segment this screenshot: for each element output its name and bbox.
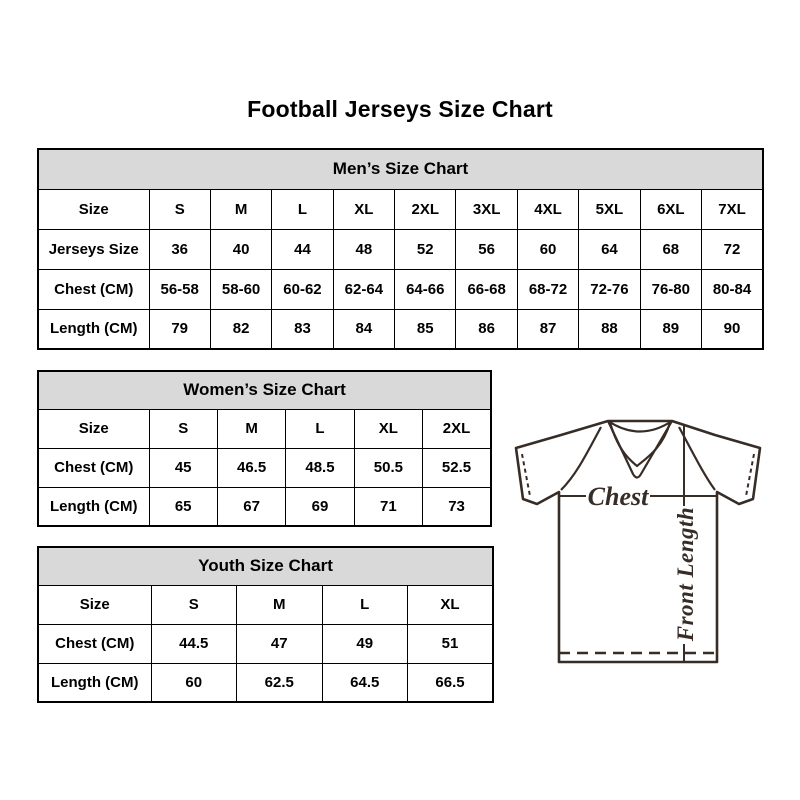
table-cell: 90: [702, 309, 763, 349]
table-cell: 40: [210, 229, 271, 269]
column-header: Size: [38, 189, 149, 229]
table-cell: 44.5: [151, 624, 237, 663]
table-cell: 86: [456, 309, 517, 349]
table-cell: 46.5: [217, 448, 285, 487]
table-cell: 76-80: [640, 269, 701, 309]
table-cell: 80-84: [702, 269, 763, 309]
column-header: M: [237, 585, 323, 624]
table-title-row: [38, 547, 493, 585]
chest-label: Chest: [587, 482, 649, 511]
table-cell: 49: [322, 624, 408, 663]
table-cell: 44: [272, 229, 333, 269]
table-cell: 52.5: [423, 448, 491, 487]
table-cell: 45: [149, 448, 217, 487]
table-cell: 67: [217, 487, 285, 526]
column-header: M: [217, 409, 285, 448]
table-cell: 69: [286, 487, 354, 526]
table-cell: 72: [702, 229, 763, 269]
table-cell: 47: [237, 624, 323, 663]
table-cell: 68: [640, 229, 701, 269]
table-cell: 88: [579, 309, 640, 349]
table-row: [38, 229, 763, 269]
table-cell: 83: [272, 309, 333, 349]
table-cell: 82: [210, 309, 271, 349]
table-cell: 89: [640, 309, 701, 349]
table-cell: 79: [149, 309, 210, 349]
table-cell: 51: [408, 624, 494, 663]
table-cell: 87: [517, 309, 578, 349]
row-label: Length (CM): [38, 663, 151, 702]
table-cell: 36: [149, 229, 210, 269]
jersey-outline: [516, 421, 760, 662]
table-cell: 48.5: [286, 448, 354, 487]
table-title: Men’s Size Chart: [38, 149, 763, 189]
jersey-measurement-diagram: [500, 410, 790, 675]
column-header: Size: [38, 585, 151, 624]
table-row: [38, 663, 493, 702]
table-cell: 62.5: [237, 663, 323, 702]
table-cell: 64-66: [395, 269, 456, 309]
table-cell: 85: [395, 309, 456, 349]
table-row: [38, 269, 763, 309]
column-header: L: [286, 409, 354, 448]
column-header: XL: [333, 189, 394, 229]
table-cell: 64: [579, 229, 640, 269]
column-header: 5XL: [579, 189, 640, 229]
table-cell: 66.5: [408, 663, 494, 702]
column-header: L: [322, 585, 408, 624]
table-cell: 65: [149, 487, 217, 526]
womens-size-table: [37, 370, 492, 527]
table-cell: 52: [395, 229, 456, 269]
column-header: XL: [408, 585, 494, 624]
table-title: Youth Size Chart: [38, 547, 493, 585]
column-header: 7XL: [702, 189, 763, 229]
table-row: [38, 448, 491, 487]
table-header-row: [38, 189, 763, 229]
table-cell: 60: [517, 229, 578, 269]
column-header: 6XL: [640, 189, 701, 229]
table-header-row: [38, 585, 493, 624]
table-cell: 50.5: [354, 448, 422, 487]
column-header: M: [210, 189, 271, 229]
table-cell: 84: [333, 309, 394, 349]
column-header: S: [149, 189, 210, 229]
column-header: 2XL: [423, 409, 491, 448]
column-header: S: [151, 585, 237, 624]
table-cell: 73: [423, 487, 491, 526]
table-row: [38, 309, 763, 349]
table-cell: 68-72: [517, 269, 578, 309]
table-cell: 56-58: [149, 269, 210, 309]
row-label: Chest (CM): [38, 448, 149, 487]
table-cell: 71: [354, 487, 422, 526]
row-label: Length (CM): [38, 487, 149, 526]
table-cell: 72-76: [579, 269, 640, 309]
table-title-row: [38, 149, 763, 189]
table-header-row: [38, 409, 491, 448]
front-length-label: Front Length: [673, 506, 698, 642]
row-label: Jerseys Size: [38, 229, 149, 269]
row-label: Chest (CM): [38, 269, 149, 309]
column-header: 4XL: [517, 189, 578, 229]
table-cell: 56: [456, 229, 517, 269]
column-header: L: [272, 189, 333, 229]
page-title: Football Jerseys Size Chart: [247, 96, 553, 122]
table-cell: 60: [151, 663, 237, 702]
table-title: Women’s Size Chart: [38, 371, 491, 409]
table-cell: 48: [333, 229, 394, 269]
youth-size-table: [37, 546, 494, 703]
table-cell: 64.5: [322, 663, 408, 702]
column-header: S: [149, 409, 217, 448]
mens-size-table: [37, 148, 764, 350]
column-header: XL: [354, 409, 422, 448]
table-cell: 62-64: [333, 269, 394, 309]
column-header: 3XL: [456, 189, 517, 229]
table-cell: 60-62: [272, 269, 333, 309]
table-cell: 58-60: [210, 269, 271, 309]
table-row: [38, 487, 491, 526]
table-cell: 66-68: [456, 269, 517, 309]
row-label: Chest (CM): [38, 624, 151, 663]
column-header: Size: [38, 409, 149, 448]
column-header: 2XL: [395, 189, 456, 229]
table-title-row: [38, 371, 491, 409]
row-label: Length (CM): [38, 309, 149, 349]
table-row: [38, 624, 493, 663]
